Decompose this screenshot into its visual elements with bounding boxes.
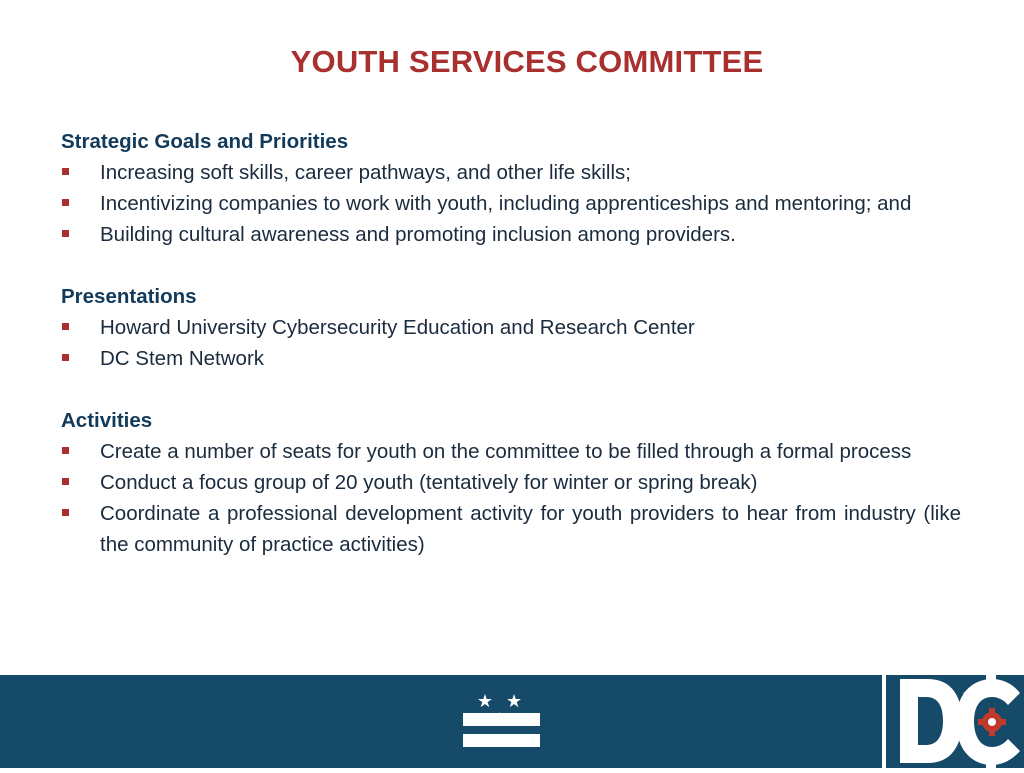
list-item-text: Incentivizing companies to work with youth, including apprenticeships and mentoring; and <box>100 192 912 215</box>
square-bullet-icon <box>62 323 69 330</box>
list-item-text: Building cultural awareness and promoting inclusion among providers. <box>100 223 736 246</box>
list-item-text: Coordinate a professional development activity for youth providers to hear from industry (like the community of practice activities) <box>100 502 961 556</box>
square-bullet-icon <box>62 447 69 454</box>
square-bullet-icon <box>62 478 69 485</box>
list-item-text: Conduct a focus group of 20 youth (tentatively for winter or spring break) <box>100 471 758 494</box>
section-presentations <box>61 281 961 374</box>
list-item-text: Howard University Cybersecurity Education and Research Center <box>100 316 695 339</box>
list-item <box>61 343 961 374</box>
slide-content <box>61 126 961 560</box>
bullet-list <box>61 312 961 374</box>
list-item <box>61 157 961 188</box>
list-item <box>61 498 961 560</box>
square-bullet-icon <box>62 168 69 175</box>
bullet-list <box>61 157 961 250</box>
dc-gear-logo-icon <box>892 675 1024 768</box>
flag-stripe-top <box>463 713 540 726</box>
flag-stars: ★ ★ <box>476 691 527 711</box>
section-activities <box>61 405 961 560</box>
list-item <box>61 188 961 219</box>
list-item-text: Increasing soft skills, career pathways, and other life skills; <box>100 161 631 184</box>
list-item <box>61 436 961 467</box>
square-bullet-icon <box>62 509 69 516</box>
list-item-text: DC Stem Network <box>100 347 265 370</box>
footer-divider <box>882 675 886 768</box>
section-heading: Activities <box>61 409 153 432</box>
section-strategic-goals <box>61 126 961 250</box>
bullet-list <box>61 436 961 560</box>
dc-flag-icon <box>463 692 540 750</box>
page-title: YOUTH SERVICES COMMITTEE <box>290 44 764 79</box>
dc-logo-graphic <box>892 675 1024 768</box>
section-heading: Strategic Goals and Priorities <box>61 130 349 153</box>
section-heading: Presentations <box>61 285 197 308</box>
flag-stripe-bottom <box>463 734 540 747</box>
list-item <box>61 312 961 343</box>
list-item <box>61 467 961 498</box>
square-bullet-icon <box>62 354 69 361</box>
list-item <box>61 219 961 250</box>
square-bullet-icon <box>62 199 69 206</box>
square-bullet-icon <box>62 230 69 237</box>
list-item-text: Create a number of seats for youth on the committee to be filled through a formal process <box>100 440 912 463</box>
